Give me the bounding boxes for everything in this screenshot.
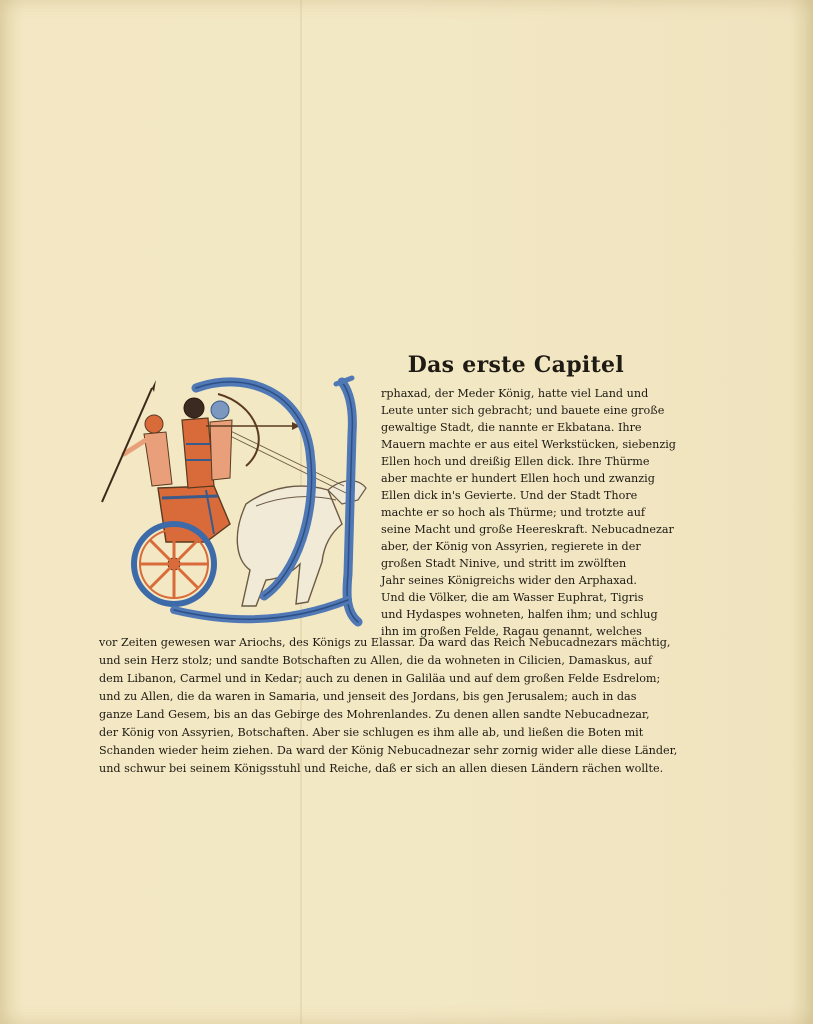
- assyrian-chariot-illustration-icon: [102, 380, 366, 606]
- text-line: rphaxad, der Meder König, hatte viel Land und: [381, 387, 649, 400]
- text-line: und zu Allen, die da waren in Samaria, und jenseit des Jordans, bis gen Jerusalem; auch in das: [99, 690, 637, 703]
- text-line: Mauern machte er aus eitel Werkstücken, siebenzig: [381, 438, 676, 451]
- text-line: aber, der König von Assyrien, regierete in der: [381, 540, 641, 553]
- text-line: dem Libanon, Carmel und in Kedar; auch zu denen in Galiläa und auf dem großen Felde Esdrelom;: [99, 672, 661, 685]
- text-line: und schwur bei seinem Königsstuhl und Reiche, daß er sich an allen diesen Ländern rächen wollte.: [99, 762, 664, 775]
- text-line: Und die Völker, die am Wasser Euphrat, Tigris: [381, 591, 644, 604]
- text-line: Jahr seines Königreichs wider den Arphaxad.: [381, 574, 637, 587]
- text-line: der König von Assyrien, Botschaften. Aber sie schlugen es ihm alle ab, und ließen die Boten mit: [99, 726, 644, 739]
- text-line: und sein Herz stolz; und sandte Botschaften zu Allen, die da wohneten in Cilicien, Damaskus, auf: [99, 654, 652, 667]
- text-line: seine Macht und große Heereskraft. Nebucadnezar: [381, 523, 674, 536]
- text-line: gewaltige Stadt, die nannte er Ekbatana. Ihre: [381, 421, 642, 434]
- text-line: Leute unter sich gebracht; und bauete eine große: [381, 404, 665, 417]
- text-line: vor Zeiten gewesen war Ariochs, des Königs zu Elassar. Da ward das Reich Nebucadnezars mächtig,: [99, 636, 671, 649]
- text-line: ihn im großen Felde, Ragau genannt, welches: [381, 625, 642, 638]
- text-line: Ellen hoch und dreißig Ellen dick. Ihre Thürme: [381, 455, 650, 468]
- text-line: großen Stadt Ninive, und stritt im zwölften: [381, 557, 627, 570]
- text-line: machte er so hoch als Thürme; und trotzte auf: [381, 506, 646, 519]
- illuminated-initial: [96, 374, 374, 636]
- text-line: aber machte er hundert Ellen hoch und zwanzig: [381, 472, 655, 485]
- text-line: und Hydaspes wohneten, halfen ihm; und schlug: [381, 608, 658, 621]
- text-line: ganze Land Gesem, bis an das Gebirge des Mohrenlandes. Zu denen allen sandte Nebucadnezar,: [99, 708, 650, 721]
- chapter-title: Das erste Capitel: [407, 352, 624, 378]
- text-line: Ellen dick in's Gevierte. Und der Stadt Thore: [381, 489, 638, 502]
- text-line: Schanden wieder heim ziehen. Da ward der König Nebucadnezar sehr zornig wider alle diese Länder,: [99, 744, 678, 757]
